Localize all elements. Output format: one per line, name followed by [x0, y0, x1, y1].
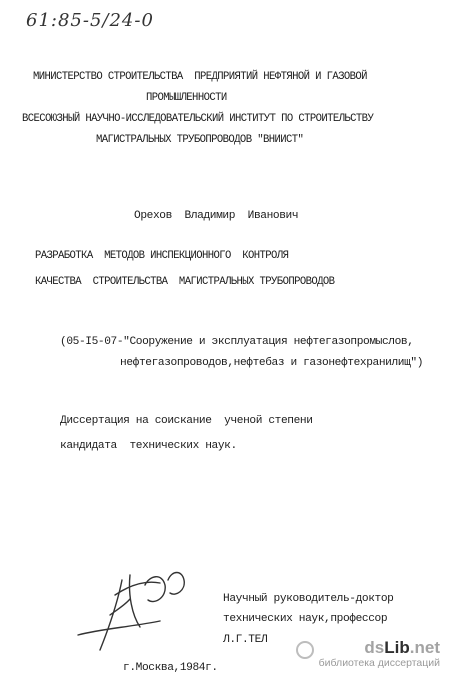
ministry-line: МИНИСТЕРСТВО СТРОИТЕЛЬСТВА ПРЕДПРИЯТИЙ НЕФТЯНОЙ И ГАЗОВОЙ [33, 71, 367, 83]
dissertation-line-1: Диссертация на соискание ученой степени [60, 415, 313, 427]
specialty-line-2: нефтегазопроводов,нефтебаз и газонефтехранилищ") [120, 357, 424, 369]
dissertation-line-2: кандидата технических наук. [60, 440, 237, 452]
institute-line-2: МАГИСТРАЛЬНЫХ ТРУБОПРОВОДОВ "ВНИИСТ" [96, 134, 304, 146]
signature-image [70, 555, 200, 655]
specialty-line-1: (05-I5-07-"Сооружение и эксплуатация нефтегазопромыслов, [60, 336, 414, 348]
title-line-1: РАЗРАБОТКА МЕТОДОВ ИНСПЕКЦИОННОГО КОНТРОЛЯ [35, 250, 289, 262]
dslib-subtitle: библиотека диссертаций [318, 657, 440, 669]
dslib-logo-icon [296, 641, 314, 659]
supervisor-line-1: Научный руководитель-доктор [223, 593, 394, 605]
place-year: г.Москва,1984г. [123, 662, 218, 674]
ministry-line-2: ПРОМЫШЛЕННОСТИ [146, 92, 227, 104]
supervisor-line-3: Л.Г.ТЕЛ [223, 634, 268, 646]
handwritten-archive-code: 61:85-5/24-0 [26, 10, 154, 31]
dslib-watermark [314, 639, 440, 669]
author-name: Орехов Владимир Иванович [134, 210, 299, 222]
dslib-brand: dsLib.net [364, 638, 440, 657]
supervisor-line-2: технических наук,профессор [223, 613, 388, 625]
title-line-2: КАЧЕСТВА СТРОИТЕЛЬСТВА МАГИСТРАЛЬНЫХ ТРУБОПРОВОДОВ [35, 276, 335, 288]
institute-line: ВСЕСОЮЗНЫЙ НАУЧНО-ИССЛЕДОВАТЕЛЬСКИЙ ИНСТИТУТ ПО СТРОИТЕЛЬСТВУ [22, 113, 374, 125]
